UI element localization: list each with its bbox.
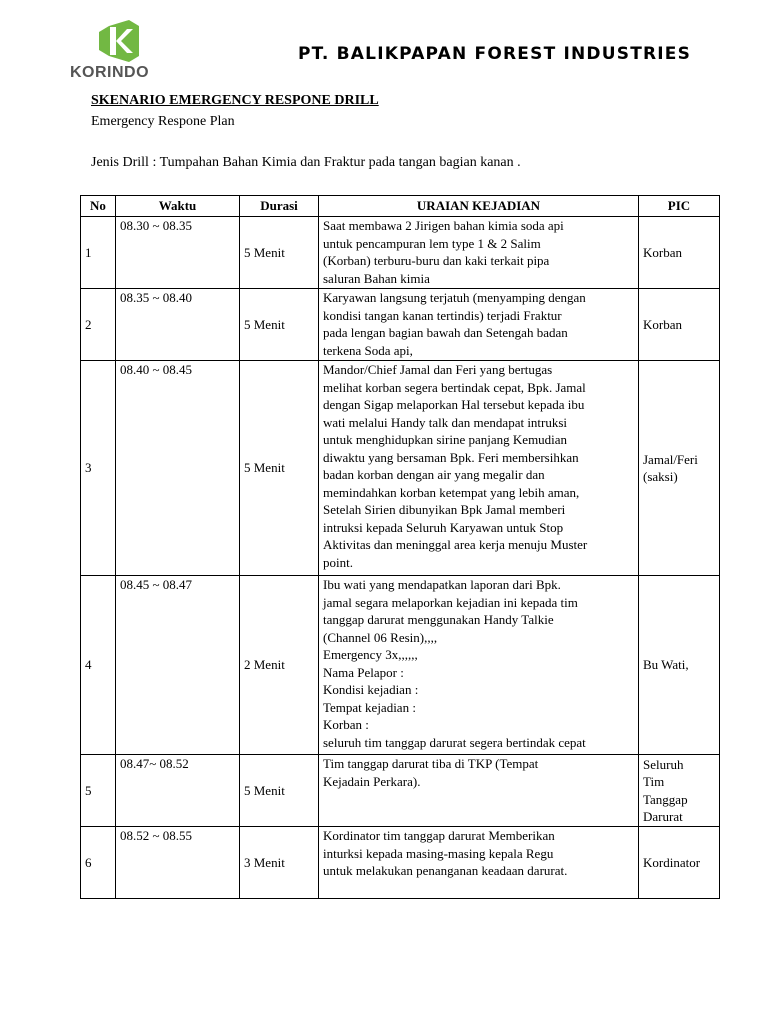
row-waktu: 08.47~ 08.52 [116,755,240,827]
row-durasi: 5 Menit [240,289,319,361]
uraian-line: (Korban) terburu-buru dan kaki terkait pipa [323,253,550,268]
uraian-line: intruksi kepada Seluruh Karyawan untuk Stop [323,519,564,535]
row-pic [639,217,720,289]
uraian-line: jamal segara melaporkan kejadian ini kepada tim [323,594,578,610]
row-uraian [319,827,639,899]
uraian-line: Korban : [323,717,369,732]
row-no: 1 [81,217,116,289]
row-no: 4 [81,576,116,755]
row-uraian [319,217,639,289]
pic-line: Korban [643,316,682,332]
row-uraian [319,361,639,576]
row-waktu: 08.30 ~ 08.35 [116,217,240,289]
row-waktu: 08.40 ~ 08.45 [116,361,240,576]
company-name: PT. BALIKPAPAN FOREST INDUSTRIES [298,44,692,64]
uraian-line: Mandor/Chief Jamal dan Feri yang bertugas [323,362,553,377]
header-no: No [81,196,116,217]
uraian-line: diwaktu yang bersaman Bpk. Feri membersihkan [323,449,579,465]
drill-schedule-table [80,195,720,899]
table-body [81,217,720,899]
row-durasi: 5 Menit [240,217,319,289]
row-waktu: 08.52 ~ 08.55 [116,827,240,899]
korindo-logo [68,20,172,82]
uraian-line: kondisi tangan kanan tertindis) terjadi Fraktur [323,307,562,323]
row-pic [639,827,720,899]
uraian-line: dengan Sigap melaporkan Hal tersebut kepada ibu [323,397,585,412]
uraian-line: (Channel 06 Resin),,,, [323,629,438,645]
row-uraian [319,755,639,827]
table-row [81,755,720,827]
uraian-line: wati melalui Handy talk dan mendapat intruksi [323,414,568,430]
row-pic [639,289,720,361]
row-uraian [319,289,639,361]
pic-line: Jamal/Feri [643,451,698,467]
uraian-line: inturksi kepada masing-masing kepala Regu [323,845,554,861]
row-pic [639,755,720,827]
uraian-line: Ibu wati yang mendapatkan laporan dari Bpk. [323,577,561,592]
pic-line: Darurat [643,809,683,824]
uraian-line: untuk menghidupkan sirine panjang Kemudian [323,432,568,447]
table-row [81,576,720,755]
uraian-line: saluran Bahan kimia [323,270,430,286]
table-row [81,361,720,576]
table-row [81,289,720,361]
pic-line: (saksi) [643,469,678,484]
table-header-row [81,196,720,217]
uraian-line: Saat membawa 2 Jirigen bahan kimia soda api [323,218,564,233]
uraian-line: Setelah Sirien dibunyikan Bpk Jamal memberi [323,502,566,517]
uraian-line: tanggap darurat menggunakan Handy Talkie [323,612,554,627]
pic-line: Kordinator [643,854,701,870]
row-durasi: 5 Menit [240,361,319,576]
pic-line: Tim [643,774,665,789]
table-row [81,827,720,899]
uraian-line: pada lengan bagian bawah dan Setengah badan [323,325,568,340]
header-waktu: Waktu [116,196,240,217]
uraian-line: badan korban dengan air yang megalir dan [323,467,545,482]
pic-line: Korban [643,244,682,260]
document-title: SKENARIO EMERGENCY RESPONE DRILL [91,93,379,108]
uraian-line: Emergency 3x,,,,,, [323,647,418,662]
uraian-line: Nama Pelapor : [323,664,404,680]
row-no: 3 [81,361,116,576]
row-durasi: 3 Menit [240,827,319,899]
row-no: 2 [81,289,116,361]
uraian-line: untuk pencampuran lem type 1 & 2 Salim [323,235,541,251]
header-durasi: Durasi [240,196,319,217]
uraian-line: Aktivitas dan meninggal area kerja menuju Muster [323,537,588,552]
uraian-line: point. [323,554,353,570]
uraian-line: Tempat kejadian : [323,699,416,715]
pic-line: Tanggap [643,791,688,807]
uraian-line: Kondisi kejadian : [323,682,419,697]
table-row [81,217,720,289]
uraian-line: melihat korban segera bertindak cepat, Bpk. Jamal [323,379,586,395]
uraian-line: Kordinator tim tanggap darurat Memberikan [323,828,555,843]
row-waktu: 08.45 ~ 08.47 [116,576,240,755]
pic-line: Bu Wati, [643,657,689,673]
document-subtitle: Emergency Respone Plan [91,114,235,129]
uraian-line: Kejadain Perkara). [323,773,421,789]
pic-line: Seluruh [643,756,684,772]
uraian-line: Karyawan langsung terjatuh (menyamping dengan [323,290,586,305]
uraian-line: Tim tanggap darurat tiba di TKP (Tempat [323,756,539,771]
row-no: 6 [81,827,116,899]
logo-text: KORINDO [70,64,150,81]
row-pic [639,361,720,576]
drill-type: Jenis Drill : Tumpahan Bahan Kimia dan Fraktur pada tangan bagian kanan . [91,155,521,170]
uraian-line: untuk melakukan penanganan keadaan darurat. [323,863,568,878]
row-pic [639,576,720,755]
uraian-line: memindahkan korban ketempat yang lebih aman, [323,484,580,500]
uraian-line: terkena Soda api, [323,342,413,358]
header-uraian: URAIAN KEJADIAN [319,196,639,217]
row-no: 5 [81,755,116,827]
row-durasi: 2 Menit [240,576,319,755]
row-durasi: 5 Menit [240,755,319,827]
korindo-logo-icon [99,20,139,62]
header-pic: PIC [639,196,720,217]
row-waktu: 08.35 ~ 08.40 [116,289,240,361]
uraian-line: seluruh tim tanggap darurat segera bertindak cepat [323,734,586,750]
row-uraian [319,576,639,755]
